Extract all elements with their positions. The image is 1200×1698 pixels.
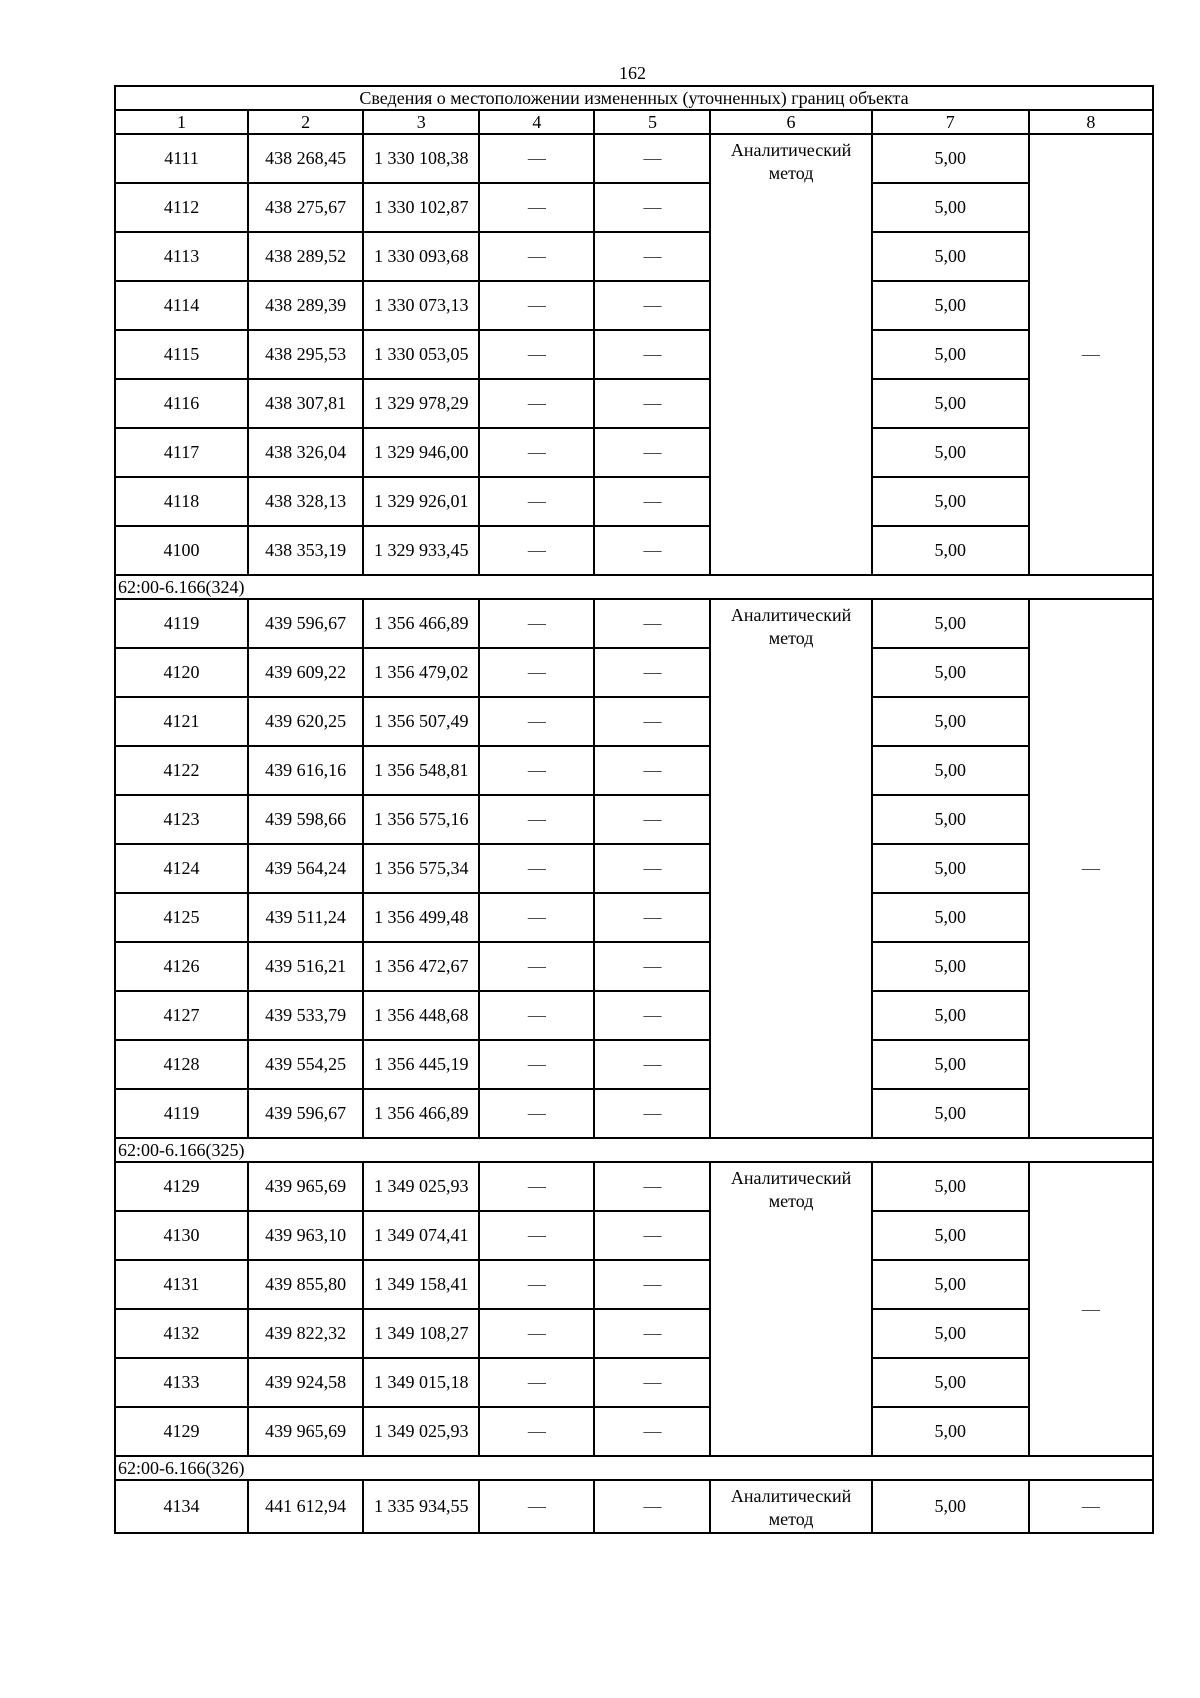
column-5-cell: —: [594, 991, 710, 1040]
table-row: [115, 1358, 1153, 1407]
x-coordinate-cell: 439 516,21: [248, 942, 363, 991]
column-4-cell: —: [479, 477, 594, 526]
column-4-cell: —: [479, 991, 594, 1040]
point-number-cell: 4125: [115, 893, 248, 942]
y-coordinate-cell: 1 356 448,68: [363, 991, 479, 1040]
accuracy-cell: 5,00: [872, 795, 1029, 844]
y-coordinate-cell: 1 329 926,01: [363, 477, 479, 526]
accuracy-cell: 5,00: [872, 428, 1029, 477]
column-5-cell: —: [594, 1407, 710, 1456]
accuracy-cell: 5,00: [872, 746, 1029, 795]
column-4-cell: —: [479, 526, 594, 575]
column-5-cell: —: [594, 1309, 710, 1358]
column-5-cell: —: [594, 330, 710, 379]
y-coordinate-cell: 1 329 946,00: [363, 428, 479, 477]
y-coordinate-cell: 1 356 472,67: [363, 942, 479, 991]
column-header: 3: [363, 110, 479, 134]
accuracy-cell: 5,00: [872, 526, 1029, 575]
point-number-cell: 4122: [115, 746, 248, 795]
table-row: [115, 428, 1153, 477]
y-coordinate-cell: 1 349 108,27: [363, 1309, 479, 1358]
column-4-cell: —: [479, 1309, 594, 1358]
point-number-cell: 4133: [115, 1358, 248, 1407]
x-coordinate-cell: 438 275,67: [248, 183, 363, 232]
y-coordinate-cell: 1 356 479,02: [363, 648, 479, 697]
column-4-cell: —: [479, 697, 594, 746]
point-number-cell: 4112: [115, 183, 248, 232]
table-row: [115, 1309, 1153, 1358]
column-5-cell: —: [594, 1089, 710, 1138]
point-number-cell: 4117: [115, 428, 248, 477]
y-coordinate-cell: 1 349 025,93: [363, 1407, 479, 1456]
column-4-cell: —: [479, 1407, 594, 1456]
point-number-cell: 4134: [115, 1480, 248, 1533]
y-coordinate-cell: 1 356 575,34: [363, 844, 479, 893]
table-row: [115, 795, 1153, 844]
y-coordinate-cell: 1 349 158,41: [363, 1260, 479, 1309]
accuracy-cell: 5,00: [872, 1089, 1029, 1138]
table-row: [115, 1162, 1153, 1211]
accuracy-cell: 5,00: [872, 844, 1029, 893]
y-coordinate-cell: 1 349 074,41: [363, 1211, 479, 1260]
table-row: [115, 526, 1153, 575]
column-5-cell: —: [594, 599, 710, 648]
column-4-cell: —: [479, 1260, 594, 1309]
column-4-cell: —: [479, 1211, 594, 1260]
x-coordinate-cell: 439 965,69: [248, 1407, 363, 1456]
table-row: [115, 183, 1153, 232]
table-row: [115, 1260, 1153, 1309]
table-row: [115, 893, 1153, 942]
y-coordinate-cell: 1 335 934,55: [363, 1480, 479, 1533]
table-row: [115, 599, 1153, 648]
point-number-cell: 4118: [115, 477, 248, 526]
column-8-cell: —: [1029, 599, 1153, 1138]
column-header: 1: [115, 110, 248, 134]
column-5-cell: —: [594, 183, 710, 232]
column-4-cell: —: [479, 330, 594, 379]
point-number-cell: 4121: [115, 697, 248, 746]
column-5-cell: —: [594, 477, 710, 526]
x-coordinate-cell: 439 855,80: [248, 1260, 363, 1309]
column-4-cell: —: [479, 648, 594, 697]
column-5-cell: —: [594, 1480, 710, 1533]
point-number-cell: 4115: [115, 330, 248, 379]
section-label: 62:00-6.166(325): [115, 1138, 1153, 1162]
column-5-cell: —: [594, 134, 710, 183]
y-coordinate-cell: 1 356 507,49: [363, 697, 479, 746]
table-row: [115, 746, 1153, 795]
table-row: [115, 379, 1153, 428]
column-4-cell: —: [479, 599, 594, 648]
column-4-cell: —: [479, 1040, 594, 1089]
x-coordinate-cell: 438 289,52: [248, 232, 363, 281]
column-5-cell: —: [594, 1162, 710, 1211]
column-8-cell: —: [1029, 134, 1153, 575]
x-coordinate-cell: 438 268,45: [248, 134, 363, 183]
column-header: 2: [248, 110, 363, 134]
table-row: [115, 697, 1153, 746]
x-coordinate-cell: 439 965,69: [248, 1162, 363, 1211]
boundary-coordinates-table: [114, 85, 1154, 1534]
table-row: [115, 477, 1153, 526]
x-coordinate-cell: 438 326,04: [248, 428, 363, 477]
x-coordinate-cell: 439 554,25: [248, 1040, 363, 1089]
column-header-row: [115, 110, 1153, 134]
accuracy-cell: 5,00: [872, 942, 1029, 991]
column-header: 8: [1029, 110, 1153, 134]
point-number-cell: 4111: [115, 134, 248, 183]
column-4-cell: —: [479, 134, 594, 183]
y-coordinate-cell: 1 330 102,87: [363, 183, 479, 232]
x-coordinate-cell: 439 616,16: [248, 746, 363, 795]
table-row: [115, 1040, 1153, 1089]
accuracy-cell: 5,00: [872, 134, 1029, 183]
column-5-cell: —: [594, 1260, 710, 1309]
point-number-cell: 4116: [115, 379, 248, 428]
accuracy-cell: 5,00: [872, 183, 1029, 232]
point-number-cell: 4130: [115, 1211, 248, 1260]
x-coordinate-cell: 438 353,19: [248, 526, 363, 575]
column-header: 6: [710, 110, 871, 134]
x-coordinate-cell: 439 533,79: [248, 991, 363, 1040]
table-title: Сведения о местоположении измененных (уточненных) границ объекта: [115, 86, 1153, 110]
x-coordinate-cell: 438 328,13: [248, 477, 363, 526]
point-number-cell: 4132: [115, 1309, 248, 1358]
accuracy-cell: 5,00: [872, 477, 1029, 526]
column-5-cell: —: [594, 1358, 710, 1407]
column-4-cell: —: [479, 1480, 594, 1533]
table-row: [115, 1407, 1153, 1456]
x-coordinate-cell: 439 598,66: [248, 795, 363, 844]
table-row: [115, 134, 1153, 183]
page-number: 162: [619, 63, 646, 83]
column-header: 7: [872, 110, 1029, 134]
x-coordinate-cell: 439 963,10: [248, 1211, 363, 1260]
column-4-cell: —: [479, 1358, 594, 1407]
column-5-cell: —: [594, 746, 710, 795]
table-row: [115, 1480, 1153, 1533]
accuracy-cell: 5,00: [872, 599, 1029, 648]
y-coordinate-cell: 1 356 466,89: [363, 1089, 479, 1138]
column-4-cell: —: [479, 746, 594, 795]
point-number-cell: 4120: [115, 648, 248, 697]
point-number-cell: 4131: [115, 1260, 248, 1309]
column-8-cell: —: [1029, 1480, 1153, 1533]
y-coordinate-cell: 1 356 445,19: [363, 1040, 479, 1089]
point-number-cell: 4123: [115, 795, 248, 844]
table-row: [115, 232, 1153, 281]
point-number-cell: 4128: [115, 1040, 248, 1089]
section-label: 62:00-6.166(324): [115, 575, 1153, 599]
column-5-cell: —: [594, 893, 710, 942]
x-coordinate-cell: 439 511,24: [248, 893, 363, 942]
column-5-cell: —: [594, 844, 710, 893]
column-4-cell: —: [479, 1089, 594, 1138]
y-coordinate-cell: 1 330 093,68: [363, 232, 479, 281]
column-5-cell: —: [594, 379, 710, 428]
accuracy-cell: 5,00: [872, 281, 1029, 330]
point-number-cell: 4114: [115, 281, 248, 330]
table-row: [115, 1089, 1153, 1138]
method-cell: Аналитический метод: [710, 1480, 871, 1533]
y-coordinate-cell: 1 329 978,29: [363, 379, 479, 428]
column-5-cell: —: [594, 1040, 710, 1089]
point-number-cell: 4126: [115, 942, 248, 991]
accuracy-cell: 5,00: [872, 1407, 1029, 1456]
x-coordinate-cell: 439 596,67: [248, 1089, 363, 1138]
x-coordinate-cell: 439 609,22: [248, 648, 363, 697]
method-cell: Аналитический метод: [710, 599, 871, 1138]
table-row: [115, 648, 1153, 697]
column-5-cell: —: [594, 697, 710, 746]
column-5-cell: —: [594, 428, 710, 477]
table-row: [115, 991, 1153, 1040]
table-row: [115, 844, 1153, 893]
accuracy-cell: 5,00: [872, 1309, 1029, 1358]
column-4-cell: —: [479, 795, 594, 844]
y-coordinate-cell: 1 329 933,45: [363, 526, 479, 575]
table-row: [115, 330, 1153, 379]
accuracy-cell: 5,00: [872, 648, 1029, 697]
column-5-cell: —: [594, 232, 710, 281]
accuracy-cell: 5,00: [872, 379, 1029, 428]
column-4-cell: —: [479, 844, 594, 893]
section-label-row: [115, 1138, 1153, 1162]
column-4-cell: —: [479, 183, 594, 232]
y-coordinate-cell: 1 330 108,38: [363, 134, 479, 183]
method-cell: Аналитический метод: [710, 1162, 871, 1456]
column-4-cell: —: [479, 942, 594, 991]
x-coordinate-cell: 439 620,25: [248, 697, 363, 746]
y-coordinate-cell: 1 356 466,89: [363, 599, 479, 648]
y-coordinate-cell: 1 349 025,93: [363, 1162, 479, 1211]
accuracy-cell: 5,00: [872, 893, 1029, 942]
column-5-cell: —: [594, 526, 710, 575]
column-4-cell: —: [479, 232, 594, 281]
x-coordinate-cell: 441 612,94: [248, 1480, 363, 1533]
column-5-cell: —: [594, 281, 710, 330]
y-coordinate-cell: 1 356 499,48: [363, 893, 479, 942]
section-label: 62:00-6.166(326): [115, 1456, 1153, 1480]
y-coordinate-cell: 1 330 053,05: [363, 330, 479, 379]
x-coordinate-cell: 439 924,58: [248, 1358, 363, 1407]
column-4-cell: —: [479, 428, 594, 477]
column-5-cell: —: [594, 648, 710, 697]
column-5-cell: —: [594, 942, 710, 991]
method-cell: Аналитический метод: [710, 134, 871, 575]
x-coordinate-cell: 439 564,24: [248, 844, 363, 893]
y-coordinate-cell: 1 356 548,81: [363, 746, 479, 795]
x-coordinate-cell: 438 307,81: [248, 379, 363, 428]
accuracy-cell: 5,00: [872, 1040, 1029, 1089]
column-4-cell: —: [479, 893, 594, 942]
column-header: 5: [594, 110, 710, 134]
column-5-cell: —: [594, 1211, 710, 1260]
x-coordinate-cell: 438 295,53: [248, 330, 363, 379]
column-4-cell: —: [479, 1162, 594, 1211]
table-title-row: [115, 86, 1153, 110]
point-number-cell: 4124: [115, 844, 248, 893]
table-row: [115, 281, 1153, 330]
x-coordinate-cell: 438 289,39: [248, 281, 363, 330]
column-5-cell: —: [594, 795, 710, 844]
section-label-row: [115, 1456, 1153, 1480]
point-number-cell: 4127: [115, 991, 248, 1040]
point-number-cell: 4119: [115, 1089, 248, 1138]
point-number-cell: 4119: [115, 599, 248, 648]
column-4-cell: —: [479, 281, 594, 330]
accuracy-cell: 5,00: [872, 232, 1029, 281]
accuracy-cell: 5,00: [872, 1162, 1029, 1211]
accuracy-cell: 5,00: [872, 697, 1029, 746]
accuracy-cell: 5,00: [872, 1358, 1029, 1407]
accuracy-cell: 5,00: [872, 991, 1029, 1040]
column-4-cell: —: [479, 379, 594, 428]
column-8-cell: —: [1029, 1162, 1153, 1456]
table-row: [115, 942, 1153, 991]
section-label-row: [115, 575, 1153, 599]
table-row: [115, 1211, 1153, 1260]
column-header: 4: [479, 110, 594, 134]
point-number-cell: 4129: [115, 1407, 248, 1456]
accuracy-cell: 5,00: [872, 1260, 1029, 1309]
accuracy-cell: 5,00: [872, 1480, 1029, 1533]
accuracy-cell: 5,00: [872, 330, 1029, 379]
y-coordinate-cell: 1 330 073,13: [363, 281, 479, 330]
y-coordinate-cell: 1 356 575,16: [363, 795, 479, 844]
y-coordinate-cell: 1 349 015,18: [363, 1358, 479, 1407]
x-coordinate-cell: 439 596,67: [248, 599, 363, 648]
x-coordinate-cell: 439 822,32: [248, 1309, 363, 1358]
accuracy-cell: 5,00: [872, 1211, 1029, 1260]
point-number-cell: 4100: [115, 526, 248, 575]
point-number-cell: 4113: [115, 232, 248, 281]
point-number-cell: 4129: [115, 1162, 248, 1211]
